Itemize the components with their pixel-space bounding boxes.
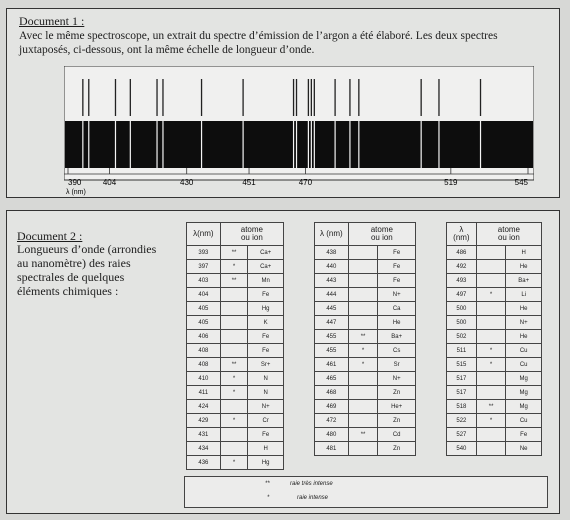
element-cell: Sr+	[248, 358, 284, 372]
document-1-box	[6, 8, 560, 198]
element-cell: Mg	[506, 400, 542, 414]
col-header-atom: atome ou ion	[348, 223, 415, 246]
wavelength-cell: 397	[187, 260, 221, 274]
intensity-mark-cell	[476, 274, 506, 288]
element-cell: Fe	[378, 274, 416, 288]
wavelength-cell: 444	[315, 288, 349, 302]
wavelength-table-3	[446, 222, 542, 456]
element-cell: Ca	[378, 302, 416, 316]
doc2-desc-line: au nanomètre) des raies	[17, 256, 131, 270]
wavelength-cell: 403	[187, 274, 221, 288]
wavelength-cell: 455	[315, 344, 349, 358]
legend-mark-intense: *	[267, 495, 270, 501]
intensity-mark-cell	[220, 288, 248, 302]
table-row	[315, 316, 416, 330]
scale-tick-label: 519	[444, 178, 458, 187]
intensity-mark-cell	[348, 372, 378, 386]
intensity-mark-cell	[476, 316, 506, 330]
intensity-mark-cell	[476, 330, 506, 344]
element-cell: He	[506, 330, 542, 344]
element-cell: Cs	[378, 344, 416, 358]
wavelength-cell: 436	[187, 456, 221, 470]
element-cell: H	[506, 246, 542, 260]
table-row	[447, 274, 542, 288]
intensity-mark-cell: *	[476, 414, 506, 428]
intensity-mark-cell: *	[348, 344, 378, 358]
table-row	[447, 316, 542, 330]
element-cell: He	[506, 260, 542, 274]
intensity-mark-cell	[348, 386, 378, 400]
intensity-mark-cell: *	[476, 358, 506, 372]
table-row	[315, 330, 416, 344]
table-row	[315, 414, 416, 428]
element-cell: Cr	[248, 414, 284, 428]
element-cell: Fe	[506, 428, 542, 442]
element-cell: Fe	[378, 246, 416, 260]
legend-text-intense: raie intense	[297, 495, 329, 501]
intensity-mark-cell: **	[220, 246, 248, 260]
table-row	[187, 330, 284, 344]
element-cell: N+	[378, 372, 416, 386]
wavelength-cell: 481	[315, 442, 349, 456]
legend-box	[184, 476, 548, 508]
table-row	[447, 344, 542, 358]
table-row	[187, 358, 284, 372]
black-spectrum-band	[65, 121, 533, 168]
table-row	[187, 400, 284, 414]
intensity-mark-cell: **	[220, 274, 248, 288]
wavelength-cell: 445	[315, 302, 349, 316]
element-cell: Hg	[248, 302, 284, 316]
table-row	[447, 358, 542, 372]
intensity-mark-cell	[348, 400, 378, 414]
table-row	[315, 344, 416, 358]
intensity-mark-cell: **	[348, 330, 378, 344]
table-row	[315, 246, 416, 260]
intensity-mark-cell	[476, 260, 506, 274]
intensity-mark-cell	[348, 414, 378, 428]
element-cell: Fe	[378, 260, 416, 274]
intensity-mark-cell	[476, 246, 506, 260]
intensity-mark-cell	[476, 302, 506, 316]
element-cell: Mn	[248, 274, 284, 288]
table-row	[187, 274, 284, 288]
table-row	[447, 288, 542, 302]
wavelength-cell: 517	[447, 372, 477, 386]
intensity-mark-cell	[348, 316, 378, 330]
scale-tick-label: 451	[242, 178, 256, 187]
doc2-description	[17, 242, 156, 298]
table-row	[315, 274, 416, 288]
legend-mark-very-intense: **	[265, 481, 270, 487]
table-row	[447, 330, 542, 344]
intensity-mark-cell	[220, 344, 248, 358]
element-cell: Fe	[248, 330, 284, 344]
element-cell: Fe	[248, 288, 284, 302]
intensity-mark-cell	[476, 372, 506, 386]
scale-tick-label: 430	[180, 178, 194, 187]
element-cell: Ba+	[506, 274, 542, 288]
element-cell: Sr	[378, 358, 416, 372]
wavelength-cell: 410	[187, 372, 221, 386]
table-row	[187, 344, 284, 358]
intensity-mark-cell	[220, 316, 248, 330]
wavelength-cell: 404	[187, 288, 221, 302]
col-header-lambda: λ(nm)	[187, 223, 221, 246]
wavelength-cell: 497	[447, 288, 477, 302]
element-cell: Cu	[506, 358, 542, 372]
intensity-mark-cell: *	[476, 288, 506, 302]
intensity-mark-cell: *	[220, 386, 248, 400]
wavelength-cell: 527	[447, 428, 477, 442]
table-row	[447, 260, 542, 274]
element-cell: Fe	[248, 344, 284, 358]
table-row	[447, 302, 542, 316]
col-header-lambda: λ (nm)	[447, 223, 477, 246]
table-row	[447, 246, 542, 260]
intensity-mark-cell	[476, 386, 506, 400]
wavelength-cell: 486	[447, 246, 477, 260]
element-cell: He	[506, 302, 542, 316]
element-cell: Cu	[506, 414, 542, 428]
element-cell: K	[248, 316, 284, 330]
intensity-mark-cell	[348, 288, 378, 302]
intensity-mark-cell: *	[220, 260, 248, 274]
element-cell: N	[248, 386, 284, 400]
doc1-text-line1: Avec le même spectroscope, un extrait du spectre d’émission de l’argon a été élaboré. Les deux spectres	[19, 30, 498, 42]
legend-text-very-intense: raie très intense	[290, 481, 333, 487]
intensity-mark-cell	[348, 302, 378, 316]
intensity-mark-cell: *	[220, 456, 248, 470]
wavelength-cell: 502	[447, 330, 477, 344]
wavelength-cell: 447	[315, 316, 349, 330]
element-cell: He+	[378, 400, 416, 414]
scale-unit-label: λ (nm)	[66, 189, 86, 196]
element-cell: Ca+	[248, 246, 284, 260]
intensity-mark-cell	[220, 330, 248, 344]
col-header-atom: atome ou ion	[476, 223, 541, 246]
element-cell: Ne	[506, 442, 542, 456]
wavelength-cell: 493	[447, 274, 477, 288]
table-row	[187, 260, 284, 274]
wavelength-cell: 540	[447, 442, 477, 456]
wavelength-cell: 492	[447, 260, 477, 274]
doc2-desc-line: éléments chimiques :	[17, 284, 119, 298]
wavelength-cell: 393	[187, 246, 221, 260]
table-row	[187, 246, 284, 260]
wavelength-cell: 405	[187, 302, 221, 316]
table-row	[447, 400, 542, 414]
wavelength-cell: 455	[315, 330, 349, 344]
element-cell: N+	[248, 400, 284, 414]
table-row	[187, 414, 284, 428]
table-row	[187, 386, 284, 400]
intensity-mark-cell	[348, 246, 378, 260]
wavelength-cell: 431	[187, 428, 221, 442]
element-cell: Ca+	[248, 260, 284, 274]
scale-tick-label: 404	[102, 178, 117, 187]
wavelength-cell: 465	[315, 372, 349, 386]
element-cell: He	[378, 316, 416, 330]
element-cell: Hg	[248, 456, 284, 470]
wavelength-cell: 517	[447, 386, 477, 400]
wavelength-cell: 469	[315, 400, 349, 414]
table-row	[315, 302, 416, 316]
table-row	[447, 372, 542, 386]
wavelength-cell: 500	[447, 302, 477, 316]
wavelength-cell: 480	[315, 428, 349, 442]
doc2-desc-line: spectrales de quelques	[17, 270, 125, 284]
element-cell: N+	[506, 316, 542, 330]
wavelength-cell: 440	[315, 260, 349, 274]
table-row	[447, 414, 542, 428]
table-row	[187, 442, 284, 456]
element-cell: Ba+	[378, 330, 416, 344]
element-cell: Zn	[378, 414, 416, 428]
table-row	[315, 288, 416, 302]
wavelength-cell: 500	[447, 316, 477, 330]
intensity-mark-cell	[348, 274, 378, 288]
scale-tick-label: 545	[514, 178, 528, 187]
intensity-mark-cell	[348, 442, 378, 456]
intensity-mark-cell: *	[220, 414, 248, 428]
intensity-mark-cell: *	[476, 344, 506, 358]
element-cell: Zn	[378, 442, 416, 456]
doc2-desc-line: Longueurs d’onde (arrondies	[17, 242, 157, 256]
wavelength-cell: 468	[315, 386, 349, 400]
wavelength-cell: 406	[187, 330, 221, 344]
table-row	[187, 302, 284, 316]
table-row	[187, 428, 284, 442]
element-cell: Fe	[248, 428, 284, 442]
element-cell: N+	[378, 288, 416, 302]
doc1-text-line2: juxtaposés, ci-dessous, ont la même échelle de longueur d’onde.	[19, 44, 315, 56]
intensity-mark-cell: *	[348, 358, 378, 372]
doc1-title: Document 1 :	[19, 14, 85, 28]
element-cell: H	[248, 442, 284, 456]
element-cell: Cu	[506, 344, 542, 358]
element-cell: Li	[506, 288, 542, 302]
table-row	[187, 372, 284, 386]
intensity-mark-cell	[476, 442, 506, 456]
table-row	[187, 316, 284, 330]
table-row	[315, 442, 416, 456]
element-cell: N	[248, 372, 284, 386]
wavelength-cell: 408	[187, 344, 221, 358]
table-row	[187, 288, 284, 302]
wavelength-cell: 411	[187, 386, 221, 400]
intensity-mark-cell	[220, 302, 248, 316]
intensity-mark-cell	[348, 260, 378, 274]
table-row	[315, 386, 416, 400]
intensity-mark-cell	[220, 400, 248, 414]
table-row	[315, 358, 416, 372]
wavelength-cell: 472	[315, 414, 349, 428]
table-row	[447, 428, 542, 442]
wavelength-cell: 522	[447, 414, 477, 428]
table-row	[447, 386, 542, 400]
wavelength-cell: 515	[447, 358, 477, 372]
wavelength-cell: 434	[187, 442, 221, 456]
intensity-mark-cell	[220, 428, 248, 442]
element-cell: Zn	[378, 386, 416, 400]
doc2-title: Document 2 :	[17, 229, 83, 243]
wavelength-cell: 518	[447, 400, 477, 414]
element-cell: Mg	[506, 372, 542, 386]
element-cell: Cd	[378, 428, 416, 442]
scale-tick-label: 390	[68, 178, 82, 187]
intensity-mark-cell: **	[220, 358, 248, 372]
scale-tick-label: 470	[298, 178, 313, 187]
wavelength-cell: 408	[187, 358, 221, 372]
intensity-mark-cell: **	[348, 428, 378, 442]
col-header-lambda: λ (nm)	[315, 223, 349, 246]
intensity-mark-cell	[220, 442, 248, 456]
wavelength-table-1	[186, 222, 284, 470]
wavelength-cell: 424	[187, 400, 221, 414]
wavelength-cell: 429	[187, 414, 221, 428]
table-row	[315, 260, 416, 274]
wavelength-cell: 511	[447, 344, 477, 358]
table-row	[447, 442, 542, 456]
intensity-mark-cell	[476, 428, 506, 442]
table-row	[315, 372, 416, 386]
intensity-mark-cell: **	[476, 400, 506, 414]
col-header-atom: atome ou ion	[220, 223, 283, 246]
argon-spectrum-figure	[64, 66, 534, 196]
table-row	[315, 400, 416, 414]
wavelength-cell: 438	[315, 246, 349, 260]
table-row	[187, 456, 284, 470]
wavelength-cell: 461	[315, 358, 349, 372]
table-row	[315, 428, 416, 442]
wavelength-cell: 443	[315, 274, 349, 288]
wavelength-cell: 405	[187, 316, 221, 330]
intensity-mark-cell: *	[220, 372, 248, 386]
spectrum-svg	[64, 66, 534, 196]
element-cell: Mg	[506, 386, 542, 400]
wavelength-table-2	[314, 222, 416, 456]
